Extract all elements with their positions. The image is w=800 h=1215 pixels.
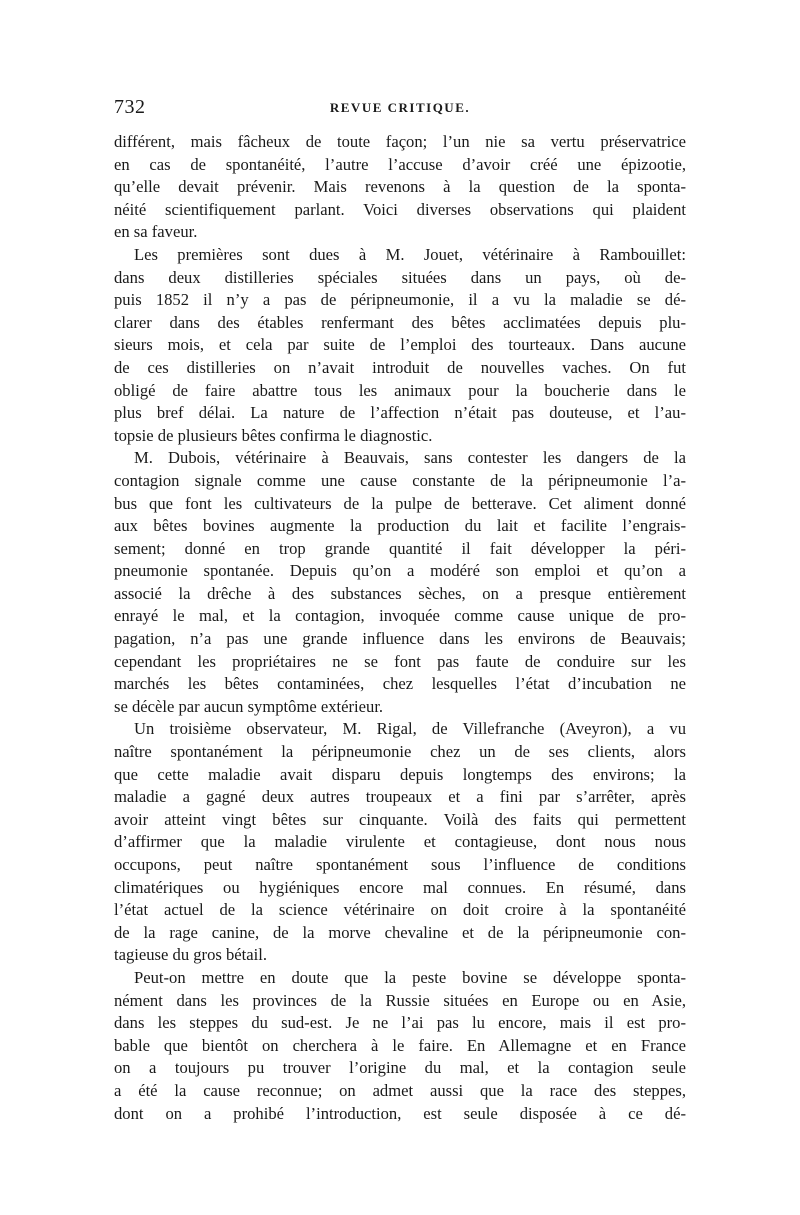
text-line: que cette maladie avait disparu depuis longtemps des environs; la	[114, 764, 686, 784]
text-line: obligé de faire abattre tous les animaux pour la boucherie dans le	[114, 380, 686, 400]
text-line: nément dans les provinces de la Russie situées en Europe ou en Asie,	[114, 990, 686, 1010]
text-line: a été la cause reconnue; on admet aussi que la race des steppes,	[114, 1080, 686, 1100]
text-line: dans les steppes du sud-est. Je ne l’ai pas lu encore, mais il est pro-	[114, 1013, 686, 1033]
text-line: naître spontanément la péripneumonie chez un de ses clients, alors	[114, 742, 686, 762]
text-line: contagion signale comme une cause constante de la péripneumonie l’a-	[114, 470, 686, 490]
text-line: néité scientifiquement parlant. Voici diverses observations qui plaident	[114, 199, 686, 219]
text-line: clarer dans des étables renfermant des bêtes acclimatées depuis plu-	[114, 312, 686, 332]
text-line: tagieuse du gros bétail.	[114, 945, 267, 965]
text-line: dans deux distilleries spéciales situées dans un pays, où de-	[114, 267, 686, 287]
text-line: avoir atteint vingt bêtes sur cinquante. Voilà des faits qui permettent	[114, 809, 686, 829]
text-line: pagation, n’a pas une grande influence dans les environs de Beauvais;	[114, 629, 686, 649]
body-text	[114, 131, 686, 1125]
text-line: sement; donné en trop grande quantité il fait développer la péri-	[114, 538, 686, 558]
text-line: enrayé le mal, et la contagion, invoquée comme cause unique de pro-	[114, 606, 686, 626]
text-line: d’affirmer que la maladie virulente et contagieuse, dont nous nous	[114, 832, 686, 852]
text-line: aux bêtes bovines augmente la production du lait et facilite l’engrais-	[114, 516, 686, 536]
text-line: en cas de spontanéité, l’autre l’accuse d’avoir créé une épizootie,	[114, 154, 686, 174]
text-line: Un troisième observateur, M. Rigal, de Villefranche (Aveyron), a vu	[134, 719, 686, 739]
text-line: de ces distilleries on n’avait introduit de nouvelles vaches. On fut	[114, 357, 686, 377]
page-number: 732	[114, 96, 146, 118]
text-line: topsie de plusieurs bêtes confirma le diagnostic.	[114, 425, 433, 445]
text-line: puis 1852 il n’y a pas de péripneumonie, il a vu la maladie se dé-	[114, 290, 686, 310]
text-line: occupons, peut naître spontanément sous l’influence de conditions	[114, 855, 686, 874]
text-line: sieurs mois, et cela par suite de l’emploi des tourteaux. Dans aucune	[114, 335, 686, 355]
text-line: de la rage canine, de la morve chevaline et de la péripneumonie con-	[114, 922, 686, 942]
text-line: bus que font les cultivateurs de la pulpe de betterave. Cet aliment donné	[114, 493, 686, 513]
text-line: dont on a prohibé l’introduction, est seule disposée à ce dé-	[114, 1103, 686, 1123]
text-line: M. Dubois, vétérinaire à Beauvais, sans contester les dangers de la	[134, 448, 686, 468]
text-line: l’état actuel de la science vétérinaire on doit croire à la spontanéité	[114, 900, 686, 920]
running-title: REVUE CRITIQUE.	[329, 100, 471, 115]
text-line: qu’elle devait prévenir. Mais revenons à la question de la sponta-	[114, 177, 686, 197]
text-line: climatériques ou hygiéniques encore mal connues. En résumé, dans	[114, 877, 686, 897]
text-line: se décèle par aucun symptôme extérieur.	[114, 696, 384, 716]
text-line: marchés les bêtes contaminées, chez lesquelles l’état d’incubation ne	[114, 674, 686, 694]
text-line: en sa faveur.	[114, 222, 198, 242]
text-line: associé la drêche à des substances sèches, on a presque entièrement	[114, 583, 686, 603]
text-line: pneumonie spontanée. Depuis qu’on a modéré son emploi et qu’on a	[114, 561, 686, 581]
text-line: maladie a gagné deux autres troupeaux et a fini par s’arrêter, après	[114, 787, 686, 807]
text-line: cependant les propriétaires ne se font pas faute de conduire sur les	[114, 651, 686, 671]
text-line: Les premières sont dues à M. Jouet, vétérinaire à Rambouillet:	[134, 244, 686, 264]
page-header	[114, 96, 686, 124]
text-line: Peut-on mettre en doute que la peste bovine se développe sponta-	[134, 967, 686, 987]
text-line: plus bref délai. La nature de l’affection n’était pas douteuse, et l’au-	[114, 403, 686, 423]
text-line: on a toujours pu trouver l’origine du mal, et la contagion seule	[114, 1058, 686, 1078]
text-line: différent, mais fâcheux de toute façon; l’un nie sa vertu préservatrice	[114, 132, 686, 151]
text-line: bable que bientôt on cherchera à le faire. En Allemagne et en France	[114, 1035, 686, 1055]
